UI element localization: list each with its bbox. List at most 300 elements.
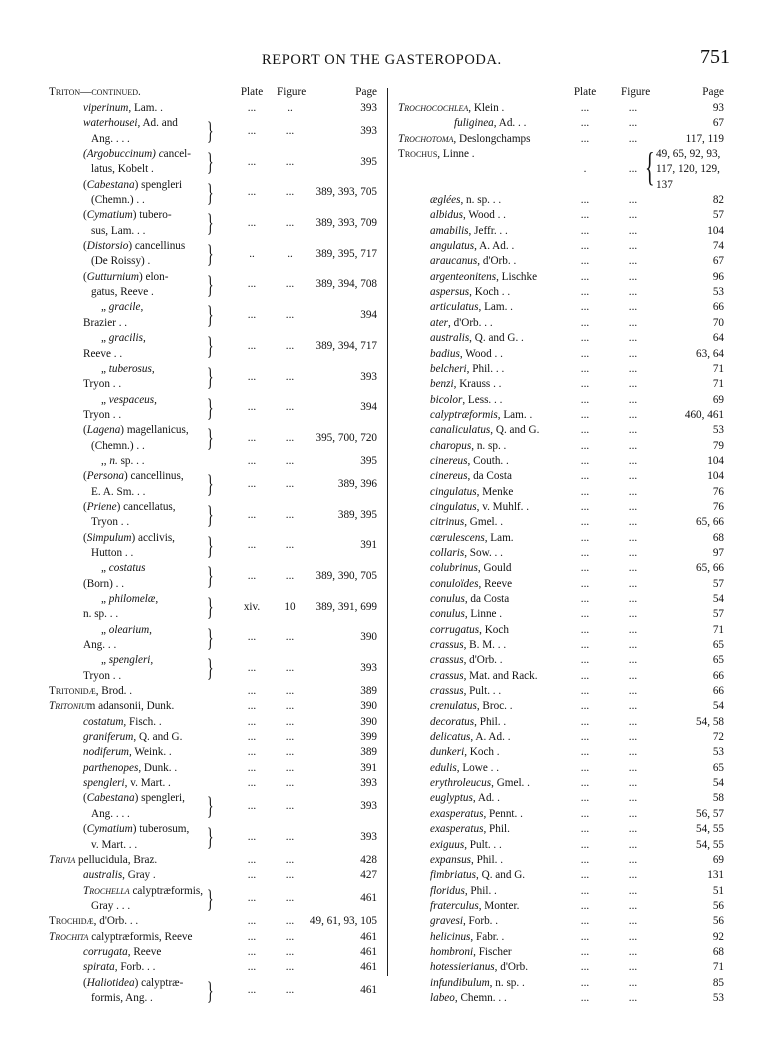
page-ref: 54, 55 [696, 838, 724, 851]
plate-ref: ... [247, 155, 257, 168]
page-ref: 393 [360, 102, 377, 114]
index-entry [47, 271, 385, 302]
entry-name-line: bicolor, Less. . . [430, 393, 503, 406]
index-entry [398, 685, 726, 700]
entry-name-line: crenulatus, Broc. . [430, 700, 513, 713]
page-header-label: Page [702, 86, 724, 98]
entry-name-line: spirata, Forb. . . [83, 961, 156, 974]
plate-ref: ... [580, 669, 590, 682]
entry-name-line: Trochocochlea, Klein . [398, 102, 505, 114]
plate-ref: ... [247, 278, 257, 291]
figure-ref: ... [285, 853, 295, 866]
plate-ref: ... [247, 370, 257, 383]
page-ref: 428 [360, 853, 377, 866]
figure-ref: ... [628, 838, 638, 851]
plate-ref: ... [580, 531, 590, 544]
entry-name-line: euglyptus, Ad. . [430, 792, 500, 805]
figure-ref: ... [285, 454, 295, 467]
page-ref: 71 [712, 623, 724, 636]
entry-name-line: australis, Gray . [83, 869, 156, 882]
entry-name-line: (Haliotidea) calyptræ- [83, 976, 184, 989]
plate-ref: ... [247, 685, 257, 698]
page-ref: 395 [360, 454, 377, 467]
entry-name-line: fraterculus, Monter. [430, 899, 520, 912]
plate-ref: ... [580, 884, 590, 897]
index-entry [47, 470, 385, 501]
entry-name-line: „ philomelæ, [101, 593, 159, 605]
index-entry [398, 639, 726, 654]
figure-ref: ... [285, 477, 295, 490]
figure-ref: ... [285, 869, 295, 882]
plate-ref: ... [580, 378, 590, 391]
index-entry [47, 148, 385, 179]
entry-name-line: (Cabestana) spengleri [83, 178, 183, 191]
figure-ref: ... [628, 639, 638, 652]
plate-ref: ... [247, 700, 257, 713]
figure-ref: ... [285, 662, 295, 675]
page-ref: 393 [360, 777, 377, 790]
entry-name-line: conuloïdes, Reeve [430, 577, 513, 590]
figure-ref: ... [628, 102, 638, 114]
column-header [398, 86, 726, 102]
figure-ref: ... [628, 777, 638, 790]
brace: } [207, 624, 214, 652]
page-ref: 389, 394, 708 [315, 278, 377, 291]
page-ref: 53 [712, 286, 724, 299]
entry-name-line: ater, d'Orb. . . [430, 316, 493, 329]
brace: } [207, 333, 214, 361]
brace: } [207, 425, 214, 453]
index-entry [47, 209, 385, 240]
plate-ref: ... [580, 454, 590, 467]
index-entry [398, 869, 726, 884]
plate-ref: ... [247, 892, 257, 905]
index-entry [47, 117, 385, 148]
index-entry [47, 716, 385, 731]
page-ref: 394 [360, 309, 377, 322]
entry-name-line: crassus, B. M. . . [430, 639, 507, 652]
entry-name-line: graniferum, Q. and G. [83, 731, 183, 744]
plate-ref: ... [580, 654, 590, 667]
index-entry [398, 378, 726, 393]
entry-name-line: helicinus, Fabr. . [430, 930, 505, 943]
entry-name-line: colubrinus, Gould [430, 562, 512, 575]
brace: } [207, 824, 214, 852]
plate-ref: ... [247, 309, 257, 322]
page-ref: 65 [712, 654, 724, 667]
page-ref: 393 [360, 370, 377, 383]
entry-name-line: benzi, Krauss . . [430, 378, 502, 391]
plate-ref: ... [247, 477, 257, 490]
figure-ref: ... [628, 823, 638, 836]
figure-ref: ... [628, 715, 638, 728]
index-entry [47, 746, 385, 761]
plate-ref: ... [580, 838, 590, 851]
figure-header: Figure [277, 86, 307, 98]
page-ref: 56, 57 [696, 807, 724, 820]
entry-name-line: Tryon . . [83, 669, 122, 682]
figure-ref: ... [628, 362, 638, 375]
figure-ref: ... [628, 577, 638, 590]
entry-list [47, 102, 385, 1007]
entry-name-line: spengleri, v. Mart. . [83, 777, 171, 790]
page-ref: 66 [712, 685, 724, 698]
page-ref: 58 [712, 792, 724, 805]
plate-ref: ... [580, 577, 590, 590]
index-entry [398, 931, 726, 946]
plate-ref: ... [580, 332, 590, 345]
entry-name-line: (Argobuccinum) cancel- [83, 148, 191, 161]
plate-ref: ... [580, 347, 590, 360]
index-entry [398, 424, 726, 439]
plate-ref: ... [247, 830, 257, 843]
page-ref: 54 [712, 700, 724, 713]
figure-ref: ... [628, 194, 638, 207]
entry-name-line: cærulescens, Lam. [430, 531, 514, 544]
page-ref: 104 [707, 454, 724, 467]
entry-name-line: Tritonium adansonii, Dunk. [49, 700, 175, 713]
figure-ref: ... [628, 332, 638, 345]
plate-ref: ... [247, 915, 257, 928]
brace: } [207, 118, 214, 146]
entry-name-line: æglées, n. sp. . . [430, 194, 502, 207]
page-ref: 93 [712, 102, 724, 114]
index-entry [47, 931, 385, 946]
figure-ref: ... [628, 593, 638, 606]
page-ref: 390 [360, 715, 377, 728]
entry-name-line: „ gracilis, [101, 332, 146, 345]
entry-name-line: Trochella calyptræformis, [83, 884, 203, 897]
figure-ref: ... [628, 654, 638, 667]
page-ref: 461 [360, 961, 377, 974]
entry-name-line: „ gracile, [101, 301, 144, 314]
figure-ref: ... [285, 539, 295, 552]
index-entry [398, 547, 726, 562]
figure-ref: ... [628, 485, 638, 498]
index-column-left [47, 86, 385, 1007]
brace: } [207, 793, 214, 821]
index-entry [398, 777, 726, 792]
figure-ref: ... [628, 884, 638, 897]
plate-ref: ... [247, 800, 257, 813]
entry-name-line: „ olearium, [101, 623, 152, 636]
figure-ref: ... [628, 224, 638, 237]
entry-name-line: v. Mart. . . [91, 838, 138, 851]
figure-header: Figure [621, 86, 651, 98]
plate-ref: ... [580, 516, 590, 529]
plate-ref: ... [247, 945, 257, 958]
plate-ref: ... [247, 631, 257, 644]
page-ref: 461 [360, 984, 377, 997]
index-entry [398, 839, 726, 854]
index-entry [398, 240, 726, 255]
page-ref: 69 [712, 393, 724, 406]
entry-name-line: gatus, Reeve . [91, 286, 154, 299]
entry-name-line: (Cabestana) spengleri, [83, 792, 185, 805]
entry-name-line: (Chemn.) . . [91, 194, 145, 207]
plate-ref: ... [580, 915, 590, 928]
page-ref: 56 [712, 899, 724, 912]
index-entry [47, 424, 385, 455]
entry-name-line: Trochita calyptræformis, Reeve [49, 930, 193, 943]
plate-ref: ... [580, 485, 590, 498]
entry-name-line: (Persona) cancellinus, [83, 470, 184, 483]
entry-name-line: (Chemn.) . . [91, 439, 145, 452]
plate-ref: ... [580, 961, 590, 974]
figure-ref: ... [285, 186, 295, 199]
page-ref: 82 [712, 194, 724, 207]
page-ref: 97 [712, 546, 724, 559]
page-ref: 389 [360, 746, 377, 759]
figure-ref: ... [628, 546, 638, 559]
entry-name-line: charopus, n. sp. . [430, 439, 507, 452]
plate-ref: ... [580, 976, 590, 989]
plate-ref: . [583, 163, 587, 176]
page-ref: 460, 461 [684, 408, 724, 421]
index-entry [398, 301, 726, 316]
page-ref: 54, 58 [696, 715, 724, 728]
entry-name-line: ,, n. sp. . . [101, 454, 145, 467]
plate-ref: ... [580, 746, 590, 759]
page-ref: 72 [712, 731, 724, 744]
entry-name-line: Trivia pellucidula, Braz. [49, 853, 158, 866]
plate-ref: ... [580, 408, 590, 421]
page-ref: 66 [712, 669, 724, 682]
index-entry [398, 608, 726, 623]
index-entry [47, 179, 385, 210]
figure-ref: ... [628, 608, 638, 621]
figure-ref: ... [285, 631, 295, 644]
page-ref: 57 [712, 608, 724, 621]
entry-name-line: crassus, Mat. and Rack. [430, 669, 538, 682]
brace: { [645, 144, 655, 190]
index-entry [398, 562, 726, 577]
figure-ref: ... [285, 508, 295, 521]
entry-name-line: (Distorsio) cancellinus [83, 240, 186, 253]
figure-ref: ... [628, 746, 638, 759]
plate-ref: ... [580, 930, 590, 943]
index-entry [398, 332, 726, 347]
index-entry [47, 792, 385, 823]
figure-ref: ... [628, 853, 638, 866]
plate-ref: ... [580, 899, 590, 912]
plate-ref: ... [580, 700, 590, 713]
brace: } [207, 532, 214, 560]
index-entry [47, 685, 385, 700]
index-entry [398, 731, 726, 746]
plate-ref: ... [247, 930, 257, 943]
page-ref: 76 [712, 500, 724, 513]
entry-name-line: articulatus, Lam. . [430, 301, 513, 314]
index-entry [47, 869, 385, 884]
plate-ref: ... [580, 301, 590, 314]
brace: } [207, 394, 214, 422]
entry-name-line: Tryon . . [91, 516, 130, 529]
column-divider [387, 88, 388, 976]
page-ref: 395 [360, 155, 377, 168]
page-ref: 389, 391, 699 [315, 600, 377, 613]
figure-ref: ... [285, 309, 295, 322]
figure-ref: ... [628, 132, 638, 145]
index-entry [47, 777, 385, 792]
figure-ref: ... [628, 301, 638, 314]
entry-name-line: crassus, d'Orb. . [430, 654, 503, 667]
plate-ref: ... [247, 746, 257, 759]
index-entry [47, 915, 385, 930]
index-entry [398, 792, 726, 807]
brace: } [207, 271, 214, 299]
page-ref: 393 [360, 662, 377, 675]
figure-ref: ... [628, 562, 638, 575]
index-entry [47, 762, 385, 777]
entry-name-line: Trochus, Linne . [398, 148, 475, 161]
plate-ref: ... [580, 562, 590, 575]
page-header-label: Page [355, 86, 377, 98]
index-entry [398, 946, 726, 961]
index-entry [47, 240, 385, 271]
entry-name-line: „ vespaceus, [101, 393, 157, 406]
page-ref: 389, 390, 705 [315, 569, 377, 582]
entry-name-line: edulis, Lowe . . [430, 761, 499, 774]
index-entry [398, 133, 726, 148]
index-entry [47, 823, 385, 854]
entry-name-line: araucanus, d'Orb. . [430, 255, 517, 268]
page-ref: 66 [712, 301, 724, 314]
brace: } [207, 501, 214, 529]
page-ref: 71 [712, 961, 724, 974]
index-entry [47, 501, 385, 532]
entry-name-line: labeo, Chemn. . . [430, 991, 507, 1004]
figure-ref: .. [287, 247, 293, 260]
figure-ref: ... [628, 669, 638, 682]
plate-ref: ... [580, 853, 590, 866]
page-ref: 68 [712, 531, 724, 544]
index-entry [47, 946, 385, 961]
index-entry [398, 746, 726, 761]
figure-ref: ... [628, 685, 638, 698]
index-entry [398, 440, 726, 455]
index-entry [47, 301, 385, 332]
plate-ref: ... [580, 439, 590, 452]
page-ref: 393 [360, 800, 377, 813]
entry-name-line: fuliginea, Ad. . . [454, 117, 527, 130]
entry-name-line: albidus, Wood . . [430, 209, 506, 222]
page-ref: 399 [360, 731, 377, 744]
index-entry [398, 654, 726, 669]
entry-name-line: fimbriatus, Q. and G. [430, 869, 526, 882]
figure-ref: ... [628, 270, 638, 283]
index-entry [398, 624, 726, 639]
page-ref: 76 [712, 485, 724, 498]
entry-name-line: badius, Wood . . [430, 347, 503, 360]
figure-ref: ... [628, 439, 638, 452]
entry-name-line: cingulatus, Menke [430, 485, 514, 498]
entry-name-line: angulatus, A. Ad. . [430, 240, 515, 253]
index-entry [398, 915, 726, 930]
figure-ref: .. [287, 102, 293, 114]
index-entry [47, 455, 385, 470]
figure-ref: ... [285, 278, 295, 291]
page-ref: 53 [712, 991, 724, 1004]
plate-ref: ... [580, 792, 590, 805]
figure-ref: ... [285, 731, 295, 744]
index-entry [398, 808, 726, 823]
entry-name-line: Gray . . . [91, 899, 131, 912]
plate-ref: ... [580, 270, 590, 283]
entry-name-line: belcheri, Phil. . . [430, 362, 505, 375]
page-ref: 54 [712, 777, 724, 790]
figure-ref: ... [285, 777, 295, 790]
figure-ref: ... [628, 378, 638, 391]
brace: } [207, 655, 214, 683]
index-entry [47, 102, 385, 117]
entry-name-line: cingulatus, v. Muhlf. . [430, 500, 530, 513]
plate-ref: ... [580, 362, 590, 375]
index-entry [398, 102, 726, 117]
brace: } [207, 594, 214, 621]
page-ref: 391 [360, 761, 377, 774]
page-ref: 65, 66 [696, 562, 724, 575]
figure-ref: ... [285, 746, 295, 759]
plate-ref: ... [580, 623, 590, 636]
entry-name-line: (Gutturnium) elon- [83, 270, 169, 283]
plate-ref: .. [249, 247, 255, 260]
figure-ref: ... [628, 761, 638, 774]
page-number: 751 [700, 46, 730, 68]
entry-name-line: Tryon . . [83, 378, 122, 391]
figure-ref: ... [285, 431, 295, 444]
page-ref: 68 [712, 945, 724, 958]
entry-name-line: E. A. Sm. . . [91, 485, 146, 498]
plate-ref: ... [247, 761, 257, 774]
plate-ref: ... [580, 500, 590, 513]
entry-name-line: conulus, da Costa [430, 593, 510, 606]
index-entry [398, 394, 726, 409]
entry-name-line: canaliculatus, Q. and G. [430, 424, 540, 437]
page-ref: 67 [712, 255, 724, 268]
page-ref: 393 [360, 830, 377, 843]
plate-ref: ... [580, 731, 590, 744]
brace: } [207, 885, 214, 913]
plate-ref: ... [580, 132, 590, 145]
plate-ref: ... [247, 217, 257, 230]
entry-name-line: Tryon . . [83, 408, 122, 421]
plate-ref: ... [247, 508, 257, 521]
brace: } [207, 241, 214, 269]
figure-ref: ... [628, 930, 638, 943]
plate-ref: ... [580, 224, 590, 237]
plate-ref: ... [247, 853, 257, 866]
plate-ref: ... [580, 593, 590, 606]
figure-ref: ... [628, 408, 638, 421]
page-ref: 104 [707, 224, 724, 237]
plate-ref: ... [580, 777, 590, 790]
entry-name-line: hotessierianus, d'Orb. [430, 961, 529, 974]
page-ref: 390 [360, 700, 377, 713]
page-ref: 70 [712, 316, 724, 329]
plate-ref: ... [247, 539, 257, 552]
figure-ref: ... [628, 945, 638, 958]
page-ref: 67 [712, 117, 724, 130]
page-ref: 65, 66 [696, 516, 724, 529]
entry-name-line: (Cymatium) tubero- [83, 209, 172, 222]
figure-ref: ... [285, 370, 295, 383]
page-ref: 389 [360, 685, 377, 698]
index-entry [398, 144, 726, 194]
figure-ref: ... [628, 240, 638, 253]
figure-ref: ... [628, 899, 638, 912]
page-ref: 117, 120, 129, [656, 163, 720, 176]
